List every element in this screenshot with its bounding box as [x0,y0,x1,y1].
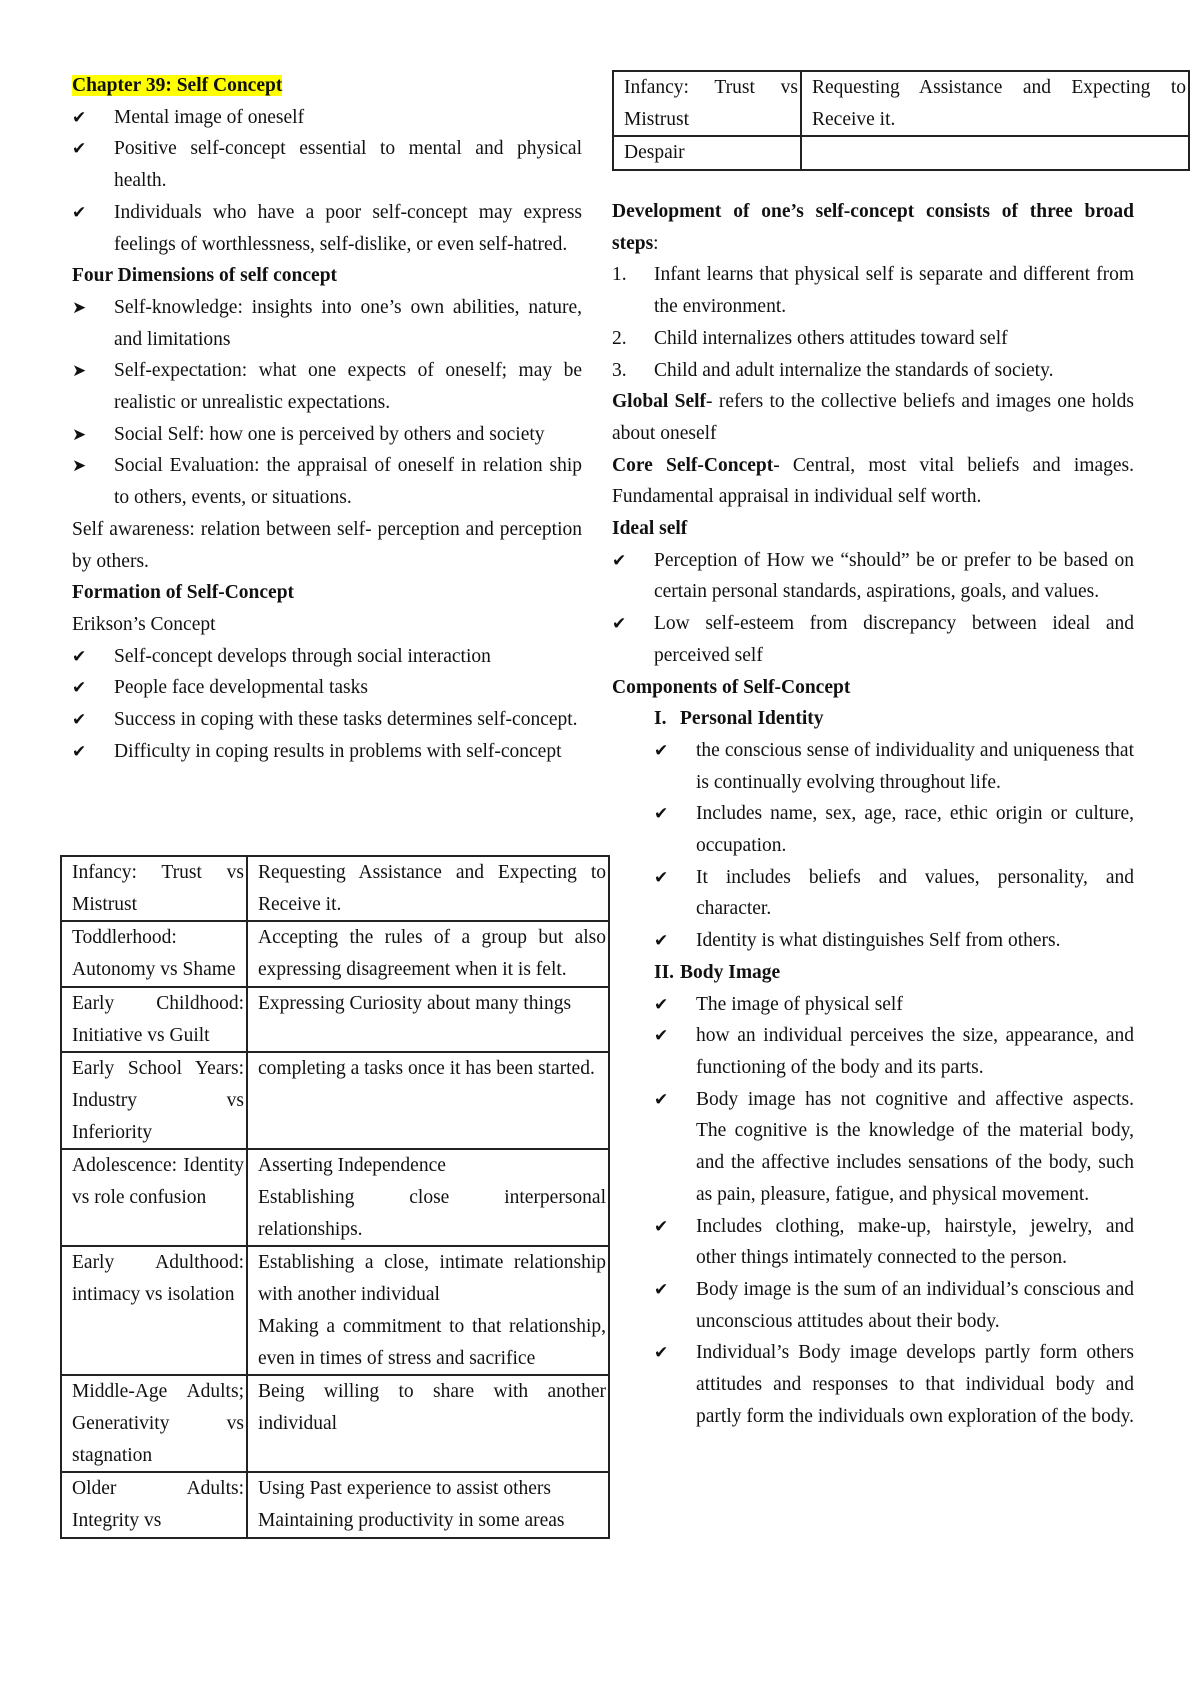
body-image-heading: II. Body Image [654,961,781,983]
table-row [61,1246,609,1375]
list-item: ✔ Perception of How we “should” be or prefer to be based on certain personal standards, aspirations, goals, and values. [612,545,1134,608]
dimensions-heading: Four Dimensions of self concept [72,265,338,287]
list-item: ✔ Difficulty in coping results in problems with self-concept [72,736,582,768]
stage-cell: Toddlerhood: Autonomy vs Shame [61,921,247,986]
components-heading: Components of Self-Concept [612,676,851,698]
check-icon: ✔ [72,202,87,222]
task-cell [247,1246,609,1375]
check-icon: ✔ [654,1026,669,1046]
check-icon: ✔ [612,614,627,634]
task-cell: Requesting Assistance and Expecting to Receive it. [801,71,1189,136]
left-column [72,70,582,767]
task-cell [247,1052,609,1149]
task-line: Establishing close interpersonal relationships. [258,1187,606,1240]
development-steps-list [612,259,1134,386]
list-item: ➤ Social Self: how one is perceived by others and society [72,419,582,451]
check-icon: ✔ [654,1089,669,1109]
check-icon: ✔ [654,1279,669,1299]
list-item: ✔ Success in coping with these tasks determines self-concept. [72,704,582,736]
task-cell [247,987,609,1052]
stage-cell: Infancy: Trust vs Mistrust [613,71,801,136]
list-item: ✔ Body image has not cognitive and affective aspects. The cognitive is the knowledge of the material body, and the affective includes sensations of the body, such as pain, pleasure, fatigue, and physical movement. [654,1084,1134,1211]
intro-list [72,102,582,261]
formation-heading: Formation of Self-Concept [72,582,295,604]
task-line: Accepting the rules of a group but also expressing disagreement when it is felt. [258,927,606,981]
table-row [61,1472,609,1537]
erikson-heading: Erikson’s Concept [72,613,216,635]
list-item: ✔ Body image is the sum of an individual’s conscious and unconscious attitudes about their body. [654,1274,1134,1337]
list-item: ✔ how an individual perceives the size, appearance, and functioning of the body and its parts. [654,1020,1134,1083]
task-cell [247,1149,609,1246]
body-image-list [612,989,1134,1433]
list-item: ✔ Positive self-concept essential to mental and physical health. [72,133,582,196]
development-heading: Development of one’s self-concept consists of three broad steps: [612,201,1134,254]
core-self-concept-definition: Core Self-Concept- Central, most vital beliefs and images. Fundamental appraisal in individual self worth. [612,454,1134,508]
arrow-bullet-icon: ➤ [72,297,87,317]
check-icon: ✔ [72,646,87,666]
list-item: 3. Child and adult internalize the standards of society. [612,359,1054,381]
check-icon: ✔ [72,741,87,761]
list-item: ✔ Identity is what distinguishes Self from others. [654,925,1134,957]
list-item: ✔ Includes name, sex, age, race, ethic origin or culture, occupation. [654,798,1134,861]
stage-cell: Older Adults: Integrity vs [61,1472,247,1537]
list-item: 2. Child internalizes others attitudes toward self [612,327,1008,349]
task-cell [247,921,609,986]
check-icon: ✔ [654,1216,669,1236]
task-cell [801,136,1189,170]
list-item: ✔ Includes clothing, make-up, hairstyle, jewelry, and other things intimately connected to the person. [654,1211,1134,1274]
table-row [61,921,609,986]
list-item: ✔ Mental image of oneself [72,102,582,134]
arrow-bullet-icon: ➤ [72,361,87,381]
task-cell [247,1472,609,1537]
stage-cell: Middle-Age Adults; Generativity vs stagnation [61,1375,247,1472]
personal-identity-heading: I. Personal Identity [654,708,824,730]
table-row [613,136,1189,170]
table-row [61,1149,609,1246]
personal-identity-list [612,735,1134,957]
check-icon: ✔ [654,994,669,1014]
table-row [613,71,1189,136]
check-icon: ✔ [72,678,87,698]
check-icon: ✔ [654,867,669,887]
erikson-stages-table [60,855,610,1539]
list-item: ➤ Social Evaluation: the appraisal of oneself in relation ship to others, events, or situations. [72,450,582,513]
table-row [61,856,609,921]
task-cell [247,1375,609,1472]
list-item: ✔ Low self-esteem from discrepancy between ideal and perceived self [612,608,1134,671]
erikson-stages-table-continued [612,70,1190,171]
stage-cell: Early Adulthood: intimacy vs isolation [61,1246,247,1375]
check-icon: ✔ [654,804,669,824]
table-row [61,1375,609,1472]
check-icon: ✔ [654,740,669,760]
table-row [61,987,609,1052]
task-line: completing a tasks once it has been started. [258,1058,595,1080]
dimensions-list [72,292,582,514]
arrow-bullet-icon: ➤ [72,456,87,476]
ideal-self-heading: Ideal self [612,518,688,540]
right-column [612,196,1134,1432]
stage-cell: Despair [613,136,801,170]
chapter-title: Chapter 39: Self Concept [72,75,283,96]
check-icon: ✔ [612,550,627,570]
stage-cell: Early School Years: Industry vs Inferiority [61,1052,247,1149]
task-line: Using Past experience to assist others [258,1478,551,1500]
check-icon: ✔ [654,1343,669,1363]
stage-cell: Adolescence: Identity vs role confusion [61,1149,247,1246]
task-line: Expressing Curiosity about many things [258,992,572,1014]
list-item: ✔ Individual’s Body image develops partly form others attitudes and responses to that individual body and partly form the individuals own exploration of the body. [654,1337,1134,1432]
list-item: 1. Infant learns that physical self is separate and different from the environment. [612,264,1134,318]
list-item: ✔ People face developmental tasks [72,672,582,704]
list-item: ✔ the conscious sense of individuality and uniqueness that is continually evolving throughout life. [654,735,1134,798]
task-line: Maintaining productivity in some areas [258,1510,565,1532]
stage-cell: Early Childhood: Initiative vs Guilt [61,987,247,1052]
task-line: Making a commitment to that relationship, even in times of stress and sacrifice [258,1315,606,1369]
list-item: ✔ The image of physical self [654,989,1134,1021]
ideal-self-list [612,545,1134,672]
self-awareness-text: Self awareness: relation between self- perception and perception by others. [72,518,582,572]
list-item: ✔ Individuals who have a poor self-concept may express feelings of worthlessness, self-dislike, or even self-hatred. [72,197,582,260]
check-icon: ✔ [72,139,87,159]
list-item: ➤ Self-expectation: what one expects of oneself; may be realistic or unrealistic expectations. [72,355,582,418]
list-item: ✔ It includes beliefs and values, personality, and character. [654,862,1134,925]
task-line: Being willing to share with another individual [258,1381,606,1434]
table-row [61,1052,609,1149]
check-icon: ✔ [72,107,87,127]
check-icon: ✔ [72,710,87,730]
check-icon: ✔ [654,931,669,951]
arrow-bullet-icon: ➤ [72,424,87,444]
task-line: Requesting Assistance and Expecting to Receive it. [258,862,606,915]
global-self-definition: Global Self- refers to the collective beliefs and images one holds about oneself [612,391,1134,444]
list-item: ➤ Self-knowledge: insights into one’s own abilities, nature, and limitations [72,292,582,355]
stage-cell: Infancy: Trust vs Mistrust [61,856,247,921]
list-item: ✔ Self-concept develops through social interaction [72,641,582,673]
task-line: Establishing a close, intimate relationship with another individual [258,1252,606,1306]
task-line: Asserting Independence [258,1155,446,1177]
erikson-list [72,641,582,768]
task-cell [247,856,609,921]
